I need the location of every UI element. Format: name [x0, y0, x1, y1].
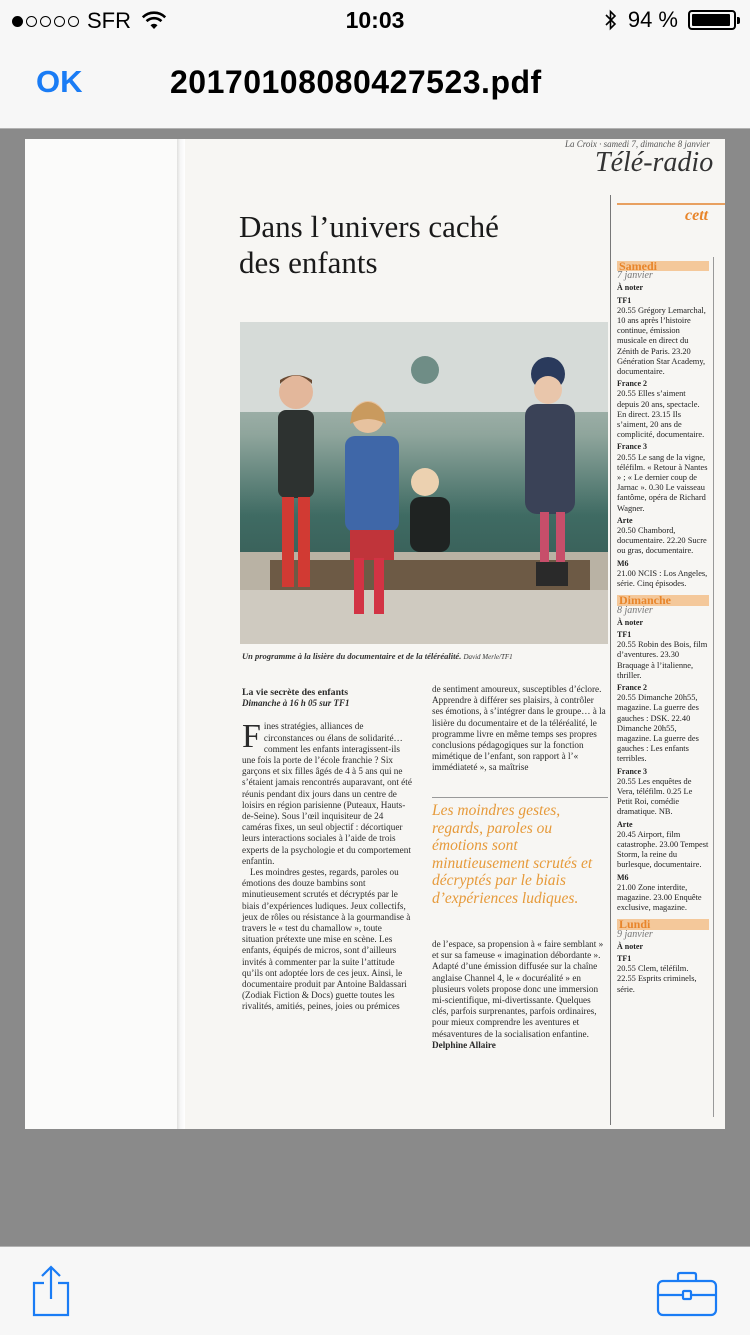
day-monday: Lundi — [617, 919, 709, 929]
listing-sun-f2: 20.55 Dimanche 20h55, magazine. La guerre des gauches : DSK. 22.40 Dimanche 20h55, magazine. La guerre des gauches : Les enfants terribles. — [617, 693, 699, 764]
headline-line-2: des enfants — [239, 245, 378, 280]
drop-cap: F — [242, 718, 261, 756]
share-button[interactable] — [28, 1265, 74, 1317]
share-icon — [28, 1265, 74, 1317]
channel-tf1: TF1 — [617, 295, 632, 305]
date-sunday: 8 janvier — [617, 604, 653, 616]
channel-france2: France 2 — [617, 682, 647, 692]
article-headline — [239, 209, 559, 281]
broadcast-time: Dimanche à 16 h 05 sur TF1 — [242, 698, 350, 709]
channel-m6: M6 — [617, 872, 629, 882]
status-right — [604, 7, 736, 33]
article-column-2-top: de sentiment amoureux, susceptibles d’éclore. Apprendre à différer ses plaisirs, à contrôler ses émotions, à s’intégrer dans le groupe… à la lisière du documentaire et de la téléréalité, le programme livre en même temps ses propres conclusions pédagogiques sur la fonction mimétique de l’enfant, son rapport à l’« immédiateté », sa maîtrise — [432, 684, 606, 773]
channel-france3: France 3 — [617, 442, 647, 452]
pdf-page[interactable] — [25, 139, 725, 1129]
status-bar — [0, 0, 750, 40]
channel-france3: France 3 — [617, 766, 647, 776]
navigation-bar — [0, 40, 750, 129]
day-sunday: Dimanche — [617, 595, 709, 605]
article-column-2-bottom — [432, 939, 606, 1051]
listing-mon-tf1: 20.55 Clem, téléfilm. 22.55 Esprits criminels, série. — [617, 964, 697, 994]
page-fold — [177, 139, 185, 1129]
newspaper-scan — [185, 139, 725, 1129]
label-a-noter: À noter — [617, 941, 643, 951]
carrier-name: SFR — [87, 8, 131, 33]
headline-line-1: Dans l’univers caché — [239, 209, 499, 244]
tv-listings — [617, 209, 709, 995]
article-body-1: ines stratégies, alliances de circonstances ou élans de solidarité… comment les enfants interagissent-ils une fois la porte de l’école franchie ? Six garçons et six filles âgés de 4 à 5 ans qui ne s’étaient jamais rencontrés auparavant, ont été réunis pendant dix jours dans un centre de loisirs en région parisienne (Puteaux, Hauts-de-Seine). Sous l’œil inquisiteur de 24 caméras fixes, un seul objectif : décortiquer leurs interactions sociales à l’aide de trois experts de la psychologie et du comportement enfantin. — [242, 721, 412, 866]
label-a-noter: À noter — [617, 283, 643, 293]
date-saturday: 7 janvier — [617, 270, 653, 282]
listing-sun-arte: 20.45 Airport, film catastrophe. 23.00 Tempest Storm, la reine du burlesque, documentaire. — [617, 829, 709, 870]
document-title: 20170108080427523.pdf — [170, 64, 542, 100]
rail-header-word: cett — [685, 207, 709, 224]
article-body-3: de l’espace, sa propension à « faire semblant » et sur sa fameuse « imagination débordante ». Adapté d’une émission diffusée sur la chaîne anglaise Channel 4, le « docuréalité » en plusieurs volets propose donc une immersion mi-scientifique, mi-divertissante. Quelques clés, parfois surprenantes, parfois ordinaires, pour mieux comprendre les aventures et mésaventures de la socialisation enfantine. — [432, 939, 604, 1039]
children-photo-illustration — [240, 322, 608, 644]
masthead: La Croix · samedi 7, dimanche 8 janvier — [565, 139, 710, 149]
bluetooth-icon — [604, 9, 618, 31]
listing-sat-arte: 20.50 Chambord, documentaire. 22.20 Sucre ou gras, documentaire. — [617, 526, 707, 556]
channel-tf1: TF1 — [617, 954, 632, 963]
channel-m6: M6 — [617, 558, 629, 568]
listing-sun-f3: 20.55 Les enquêtes de Vera, téléfilm. 0.25 Le Petit Roi, comédie dramatique. NB. — [617, 776, 693, 817]
listing-sat-f3: 20.55 Le sang de la vigne, téléfilm. « Retour à Nantes » ; « Le dernier coup de Jarnac ». 0.30 Le vaisseau fantôme, opéra de Richard Wagner. — [617, 452, 708, 513]
caption-text: Un programme à la lisière du documentaire et de la téléréalité. — [242, 651, 462, 661]
toolbox-icon — [656, 1271, 718, 1317]
channel-arte: Arte — [617, 819, 633, 829]
page-margin — [25, 139, 177, 1129]
status-time: 10:03 — [345, 7, 405, 33]
channel-france2: France 2 — [617, 379, 647, 389]
battery-fill — [692, 14, 730, 26]
listing-sat-m6: 21.00 NCIS : Los Angeles, série. Cinq épisodes. — [617, 568, 708, 589]
article-photo — [240, 322, 608, 644]
tools-button[interactable] — [656, 1271, 718, 1317]
date-monday: 9 janvier — [617, 928, 653, 940]
pull-quote: Les moindres gestes, regards, paroles ou émotions sont minutieusement scrutés et décryptés par le biais d’expériences ludiques. — [432, 797, 608, 907]
label-a-noter: À noter — [617, 617, 643, 627]
photo-credit: David Merle/TF1 — [463, 653, 513, 661]
listing-sat-tf1: 20.55 Grégory Lemarchal, 10 ans après l’histoire continue, émission musicale en direct du Zénith de Paris. 23.20 Génération Star Academy, documentaire. — [617, 305, 706, 377]
battery-icon — [688, 10, 736, 30]
author-signature: Delphine Allaire — [432, 1039, 496, 1050]
article-subhead: La vie secrète des enfants — [242, 687, 349, 698]
article-column-1 — [242, 687, 412, 1013]
channel-arte: Arte — [617, 515, 633, 525]
section-title: Télé-radio — [595, 147, 714, 178]
ok-button[interactable]: OK — [36, 64, 83, 99]
article-body-2: Les moindres gestes, regards, paroles ou émotions des douze bambins sont minutieusement scrutés et décryptés par le biais d’expériences ludiques. Jeux collectifs, jeux de rôles ou résistance à la gourmandise à travers le « test du chamallow », toute situation prétexte une mise en scène. Les enfants, équipés de micros, sont d’ailleurs invités à commenter par la suite l’attitude qu’ils ont adoptée lors de ces jeux. Ainsi, le documentaire produit par Antoine Baldassari (Zodiak Fiction & Docs) guette toutes les rivalités, amitiés, peines, joies ou prémices — [242, 867, 411, 1012]
channel-tf1: TF1 — [617, 629, 632, 639]
listing-sat-f2: 20.55 Elles s’aiment depuis 20 ans, spectacle. En direct. 23.15 Ils s’aiment, 20 ans de complicité, documentaire. — [617, 389, 705, 440]
photo-caption — [242, 651, 612, 661]
day-saturday: Samedi — [617, 261, 709, 271]
listing-sun-m6: 21.00 Zone interdite, magazine. 23.00 Enquête exclusive, magazine. — [617, 882, 702, 913]
listing-sun-tf1: 20.55 Robin des Bois, film d’aventures. 23.30 Braquage à l’italienne, thriller. — [617, 640, 708, 680]
battery-percent: 94 % — [627, 7, 678, 32]
cropped-next-column — [713, 257, 725, 1117]
bottom-toolbar — [0, 1246, 750, 1335]
